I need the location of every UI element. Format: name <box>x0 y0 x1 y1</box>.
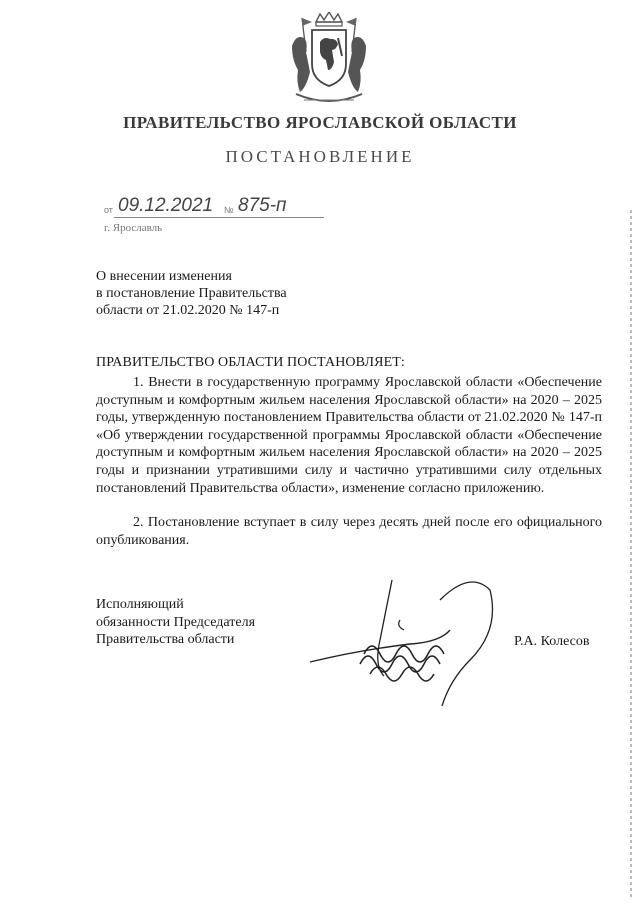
resolution-preamble: ПРАВИТЕЛЬСТВО ОБЛАСТИ ПОСТАНОВЛЯЕТ: <box>96 355 405 370</box>
role-line: обязанности Председателя <box>96 614 256 630</box>
coat-of-arms-emblem <box>286 12 372 108</box>
handwritten-signature <box>300 570 500 710</box>
subject-line: в постановление Правительства <box>96 286 287 301</box>
number-sign: № <box>224 205 234 215</box>
role-line: Правительства области <box>96 632 235 647</box>
role-line: Исполняющий <box>96 597 184 612</box>
registration-underline <box>114 217 324 218</box>
registration-line <box>104 195 324 221</box>
document-subject <box>96 268 356 319</box>
subject-line: О внесении изменения <box>96 269 232 284</box>
document-number: 875-п <box>238 195 287 216</box>
date-prefix: от <box>104 205 113 215</box>
document-city: г. Ярославль <box>104 222 163 234</box>
document-type: ПОСТАНОВЛЕНИЕ <box>225 147 415 166</box>
signatory-role <box>96 596 316 649</box>
subject-line: области от 21.02.2020 № 147-п <box>96 303 280 318</box>
government-title: ПРАВИТЕЛЬСТВО ЯРОСЛАВСКОЙ ОБЛАСТИ <box>123 113 517 132</box>
scan-edge-divider <box>630 210 632 900</box>
document-date: 09.12.2021 <box>118 195 214 216</box>
resolution-paragraph-1: 1. Внести в государственную программу Ярославской области «Обеспечение доступным и комфортным жильем населения Ярославской области» на 2020 – 2025 годы, утвержденную постановлением Правительства области от 21.02.2020 № 147-п «Об утверждении государственной программы Ярославской области «Обеспечение доступным и комфортным жильем населения Ярославской области» на 2020 – 2025 годы и признании утратившими силу и частично утратившими силу отдельных постановлений Правительства области», изменение согласно приложению. <box>96 375 602 496</box>
resolution-paragraph-2: 2. Постановление вступает в силу через десять дней после его официального опубликования. <box>96 515 602 548</box>
signatory-name: Р.А. Колесов <box>514 634 590 649</box>
